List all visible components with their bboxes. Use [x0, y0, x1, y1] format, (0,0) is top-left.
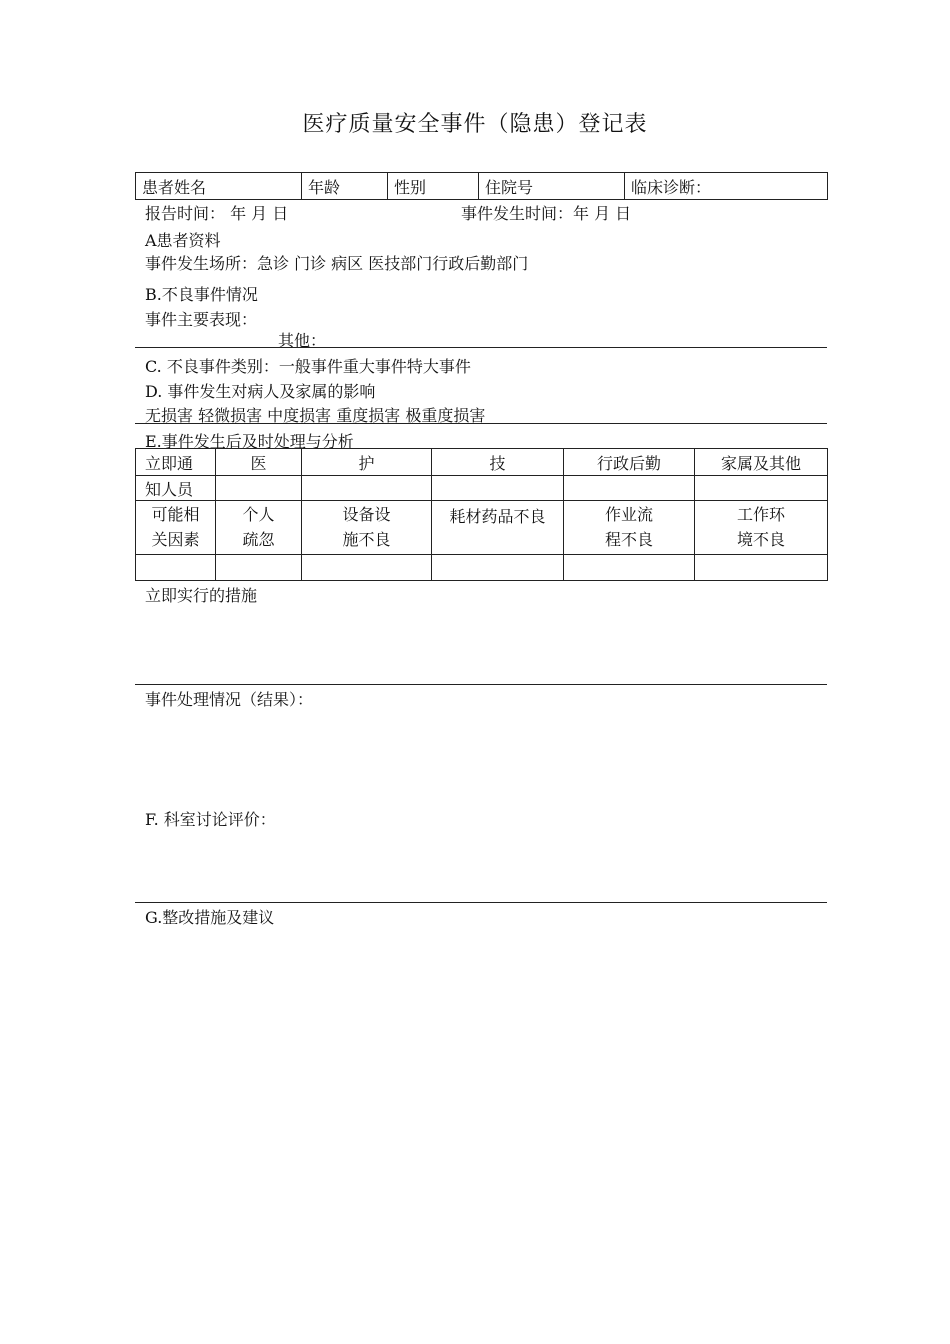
divider — [135, 684, 827, 685]
event-time: 事件发生时间：年 月 日 — [461, 204, 632, 223]
factor-line2: 疏忽 — [242, 530, 275, 549]
section-c-event-category: C. 不良事件类别：一般事件重大事件特大事件 — [145, 357, 471, 376]
notify-label-line1: 立即通 — [136, 449, 216, 476]
factor-line1: 个人 — [242, 505, 275, 524]
notify-cell[interactable] — [432, 476, 564, 501]
notify-header-technician: 技 — [432, 449, 564, 476]
factor-line1: 作业流 — [604, 505, 653, 524]
notify-header-family: 家属及其他 — [695, 449, 828, 476]
event-location: 事件发生场所：急诊 门诊 病区 医技部门行政后勤部门 — [145, 254, 529, 273]
patient-name-label: 患者姓名 — [136, 173, 302, 200]
handling-result-label: 事件处理情况（结果）： — [145, 690, 314, 709]
harm-level-options: 无损害 轻微损害 中度损害 重度损害 极重度损害 — [145, 406, 486, 425]
analysis-table — [135, 448, 828, 581]
factor-line1: 工作环 — [736, 505, 785, 524]
factor-cell[interactable] — [564, 555, 695, 581]
factor-cell[interactable] — [302, 555, 432, 581]
factor-cell[interactable] — [695, 555, 828, 581]
divider — [135, 347, 827, 348]
factor-label-line1: 可能相 — [151, 505, 200, 524]
divider — [135, 423, 827, 424]
factor-line1: 设备设 — [342, 505, 391, 524]
page-title: 医疗质量安全事件（隐患）登记表 — [302, 112, 648, 137]
table-row — [136, 501, 828, 555]
notify-cell[interactable] — [695, 476, 828, 501]
section-f-evaluation: F. 科室讨论评价： — [145, 810, 276, 829]
factor-materials — [432, 501, 564, 555]
notify-header-doctor: 医 — [216, 449, 302, 476]
report-time: 报告时间： 年 月 日 — [145, 204, 289, 223]
section-b-heading: B.不良事件情况 — [145, 285, 258, 304]
age-label: 年龄 — [302, 173, 388, 200]
factor-label — [136, 501, 216, 555]
section-d-heading: D. 事件发生对病人及家属的影响 — [145, 382, 376, 401]
clinical-diagnosis-label: 临床诊断： — [625, 173, 828, 200]
factor-line2: 程不良 — [604, 530, 653, 549]
factor-line2: 施不良 — [342, 530, 391, 549]
other-label: 其他： — [278, 331, 327, 350]
factor-environment — [695, 501, 828, 555]
factor-personal — [216, 501, 302, 555]
main-manifestation-label: 事件主要表现： — [145, 310, 258, 329]
factor-cell[interactable] — [432, 555, 564, 581]
admission-number-label: 住院号 — [479, 173, 625, 200]
notify-header-admin: 行政后勤 — [564, 449, 695, 476]
divider — [135, 902, 827, 903]
factor-label-line2: 关因素 — [151, 530, 200, 549]
factor-cell — [136, 555, 216, 581]
table-row — [136, 555, 828, 581]
table-row — [136, 476, 828, 501]
section-a-heading: A患者资料 — [145, 231, 221, 250]
factor-cell[interactable] — [216, 555, 302, 581]
notify-header-nurse: 护 — [302, 449, 432, 476]
notify-label-line2: 知人员 — [136, 476, 216, 501]
section-g-improvement: G.整改措施及建议 — [145, 908, 275, 927]
section-e-heading: E.事件发生后及时处理与分析 — [145, 432, 354, 451]
gender-label: 性别 — [388, 173, 479, 200]
factor-line1: 耗材药品不良 — [449, 507, 546, 526]
patient-info-table — [135, 172, 828, 200]
immediate-measures-label: 立即实行的措施 — [145, 586, 258, 605]
factor-line2: 境不良 — [736, 530, 785, 549]
notify-cell[interactable] — [216, 476, 302, 501]
notify-cell[interactable] — [564, 476, 695, 501]
table-row — [136, 449, 828, 476]
notify-cell[interactable] — [302, 476, 432, 501]
factor-workflow — [564, 501, 695, 555]
factor-equipment — [302, 501, 432, 555]
table-row — [136, 173, 828, 200]
